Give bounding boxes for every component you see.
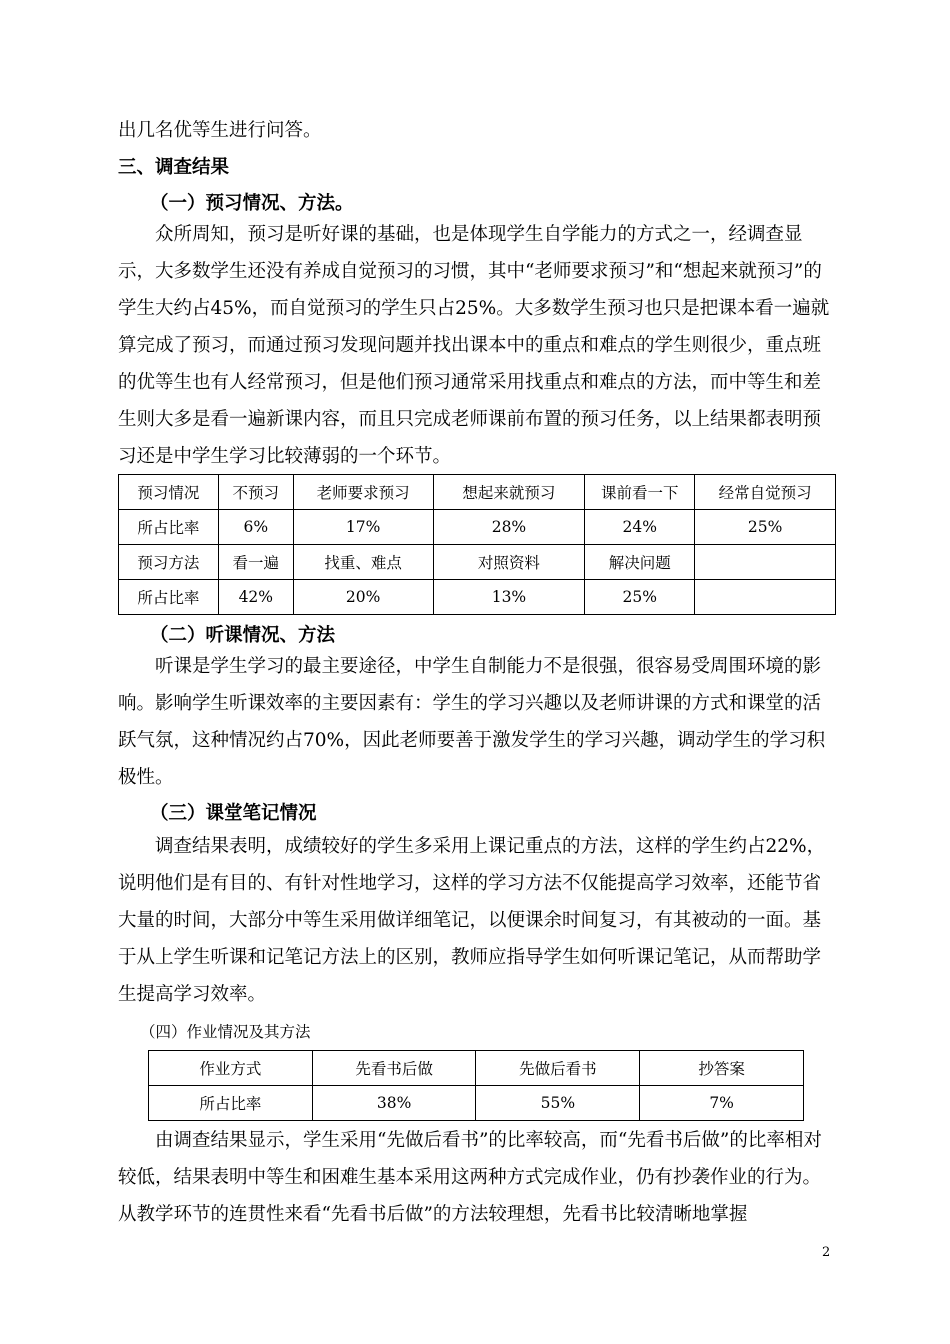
table-cell: 看一遍 — [218, 545, 293, 580]
page-number: 2 — [822, 1245, 831, 1260]
table-cell: 预习情况 — [119, 475, 219, 510]
table-cell: 24% — [585, 510, 695, 545]
sub3-heading: （三）课堂笔记情况 — [150, 803, 317, 824]
table-cell: 课前看一下 — [585, 475, 695, 510]
section-heading: 三、调查结果 — [118, 157, 230, 178]
table-cell: 解决问题 — [585, 545, 695, 580]
table-cell: 25% — [585, 580, 695, 615]
table-row — [149, 1051, 804, 1086]
table-cell: 作业方式 — [149, 1051, 313, 1086]
table-cell: 13% — [433, 580, 585, 615]
table-row — [119, 510, 836, 545]
preview-table — [118, 474, 836, 615]
sub4-paragraph: 由调查结果显示，学生采用“先做后看书”的比率较高，而“先看书后做”的比率相对较低，结果表明中等生和困难生基本采用这两种方式完成作业，仍有抄袭作业的行为。从教学环节的连贯性来看“先看书后做”的方法较理想，先看书比较清晰地掌握 — [118, 1130, 822, 1225]
table-cell: 7% — [640, 1086, 804, 1121]
sub1-paragraph: 众所周知，预习是听好课的基础，也是体现学生自学能力的方式之一，经调查显示，大多数学生还没有养成自觉预习的习惯，其中“老师要求预习”和“想起来就预习”的学生大约占45%，而自觉预习的学生只占25%。大多数学生预习也只是把课本看一遍就算完成了预习，而通过预习发现问题并找出课本中的重点和难点的学生则很少，重点班的优等生也有人经常预习，但是他们预习通常采用找重点和难点的方法，而中等生和差生则大多是看一遍新课内容，而且只完成老师课前布置的预习任务，以上结果都表明预习还是中学生学习比较薄弱的一个环节。 — [118, 224, 830, 467]
table-cell: 老师要求预习 — [293, 475, 433, 510]
intro-tail: 出几名优等生进行问答。 — [118, 120, 322, 141]
sub4-heading: （四）作业情况及其方法 — [140, 1023, 311, 1041]
table-cell: 找重、难点 — [293, 545, 433, 580]
table-cell: 所占比率 — [149, 1086, 313, 1121]
table-cell: 对照资料 — [433, 545, 585, 580]
sub2-paragraph: 听课是学生学习的最主要途径，中学生自制能力不是很强，很容易受周围环境的影响。影响学生听课效率的主要因素有：学生的学习兴趣以及老师讲课的方式和课堂的活跃气氛，这种情况约占70%，因此老师要善于激发学生的学习兴趣，调动学生的学习积极性。 — [118, 656, 826, 788]
table-cell: 先做后看书 — [476, 1051, 640, 1086]
sub2-heading: （二）听课情况、方法 — [150, 625, 336, 646]
sub1-heading: （一）预习情况、方法。 — [150, 193, 354, 214]
table-row — [149, 1086, 804, 1121]
table-cell: 25% — [695, 510, 836, 545]
table-cell: 抄答案 — [640, 1051, 804, 1086]
homework-table — [148, 1050, 804, 1121]
table-cell — [695, 545, 836, 580]
table-cell: 6% — [218, 510, 293, 545]
table-cell: 先看书后做 — [312, 1051, 476, 1086]
table-cell: 28% — [433, 510, 585, 545]
table-cell: 所占比率 — [119, 510, 219, 545]
table-cell: 想起来就预习 — [433, 475, 585, 510]
sub3-paragraph: 调查结果表明，成绩较好的学生多采用上课记重点的方法，这样的学生约占22%，说明他们是有目的、有针对性地学习，这样的学习方法不仅能提高学习效率，还能节省大量的时间，大部分中等生采用做详细笔记，以便课余时间复习，有其被动的一面。基于从上学生听课和记笔记方法上的区别，教师应指导学生如何听课记笔记，从而帮助学生提高学习效率。 — [118, 836, 826, 1005]
table-cell: 所占比率 — [119, 580, 219, 615]
table-row — [119, 545, 836, 580]
table-row — [119, 475, 836, 510]
table-cell: 38% — [312, 1086, 476, 1121]
table-cell: 42% — [218, 580, 293, 615]
table-cell: 55% — [476, 1086, 640, 1121]
table-cell: 17% — [293, 510, 433, 545]
table-cell: 20% — [293, 580, 433, 615]
table-cell — [695, 580, 836, 615]
table-row — [119, 580, 836, 615]
table-cell: 不预习 — [218, 475, 293, 510]
table-cell: 经常自觉预习 — [695, 475, 836, 510]
table-cell: 预习方法 — [119, 545, 219, 580]
